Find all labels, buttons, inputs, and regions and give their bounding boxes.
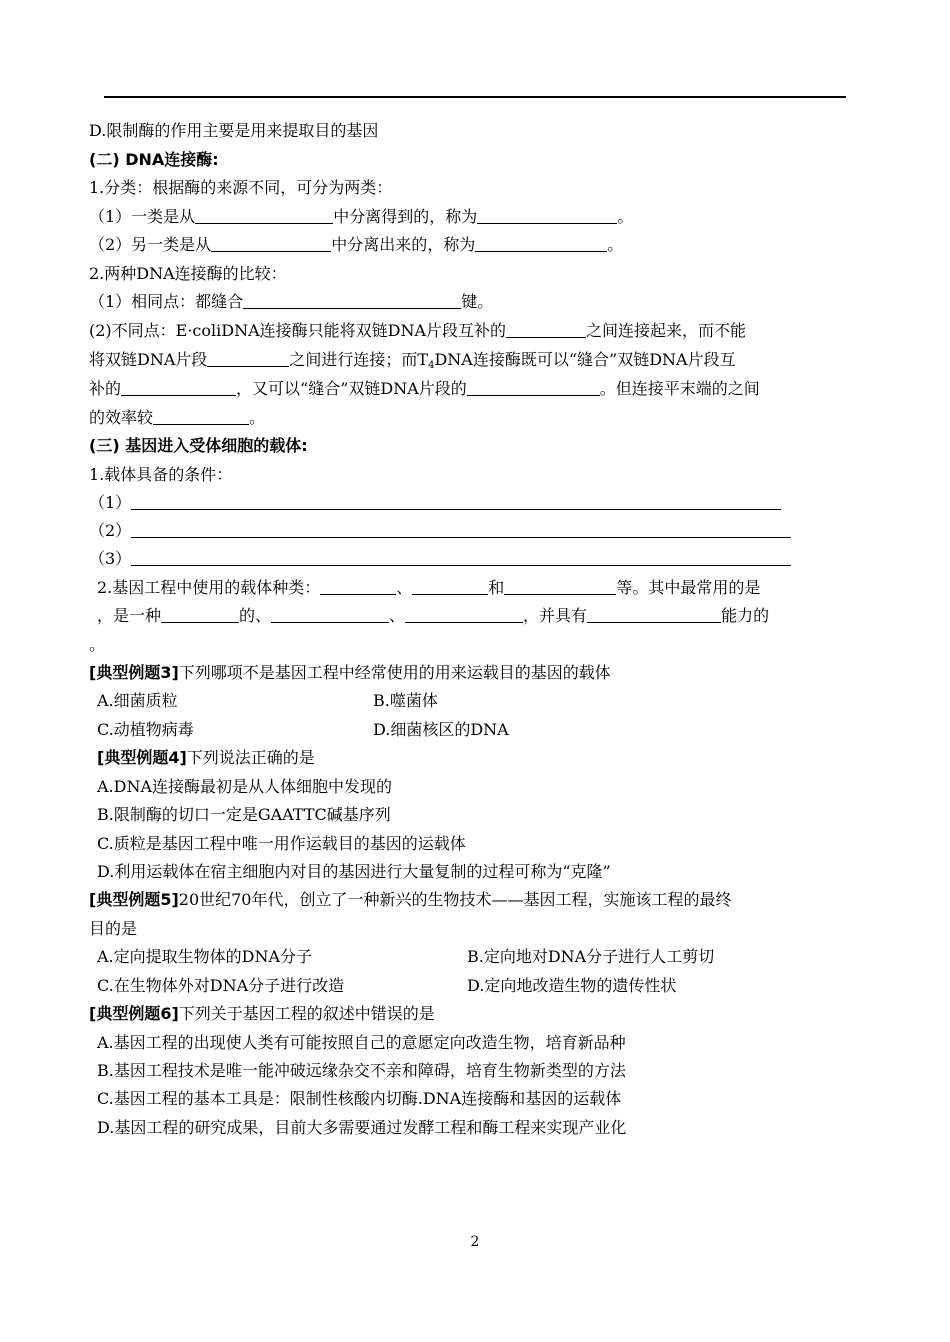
blank-condition-3[interactable]: [131, 550, 791, 566]
example-5-tag: [典型例题5]: [89, 890, 179, 909]
difference-text-2c: DNA连接酶既可以“缝合”双链DNA片段互: [434, 350, 736, 369]
blank-type-1[interactable]: [320, 579, 396, 595]
similarity-text-a: （1）相同点：都缝合: [89, 292, 244, 311]
difference-text-2b: 之间进行连接；而T: [289, 350, 429, 369]
class-2-text-c: 。: [607, 235, 624, 254]
difference-line-4: [89, 408, 265, 428]
blank-efficiency[interactable]: [153, 409, 249, 425]
section-3-title: (三) 基因进入受体细胞的载体:: [89, 436, 308, 455]
example-3-option-d[interactable]: D.细菌核区的DNA: [373, 720, 509, 739]
blank-type-2[interactable]: [412, 579, 488, 595]
condition-1-label: （1）: [89, 493, 132, 512]
blank-name-2[interactable]: [475, 236, 607, 252]
example-6-option-b[interactable]: B.基因工程技术是唯一能冲破远缘杂交不亲和障碍，培育生物新类型的方法: [97, 1061, 626, 1080]
example-4-option-c[interactable]: C.质粒是基因工程中唯一用作运载目的基因的运载体: [97, 834, 466, 853]
comparison-intro: 2.两种DNA连接酶的比较：: [89, 264, 287, 283]
example-4-text: 下列说法正确的是: [186, 748, 315, 767]
difference-text-4a: 的效率较: [89, 408, 154, 427]
condition-2-label: （2）: [89, 521, 132, 540]
section-2-title: (二) DNA连接酶:: [89, 150, 219, 169]
example-3-option-b[interactable]: B.噬菌体: [373, 691, 438, 710]
blank-complement[interactable]: [121, 380, 236, 396]
example-4-tag: [典型例题4]: [97, 748, 187, 767]
page-number: 2: [470, 1234, 480, 1250]
example-6-option-d[interactable]: D.基因工程的研究成果，目前大多需要通过发酵工程和酶工程来实现产业化: [97, 1118, 627, 1137]
difference-text-1b: 之间连接起来，而不能: [586, 321, 747, 340]
class-1-text-a: （1）一类是从: [89, 207, 196, 226]
vector-types-text-c: 等。其中最常用的是: [616, 578, 761, 597]
example-3-option-c[interactable]: C.动植物病毒: [97, 720, 194, 739]
blank-plasmid-form[interactable]: [161, 607, 239, 623]
blank-sticky-ends[interactable]: [506, 322, 586, 338]
blank-plasmid-prop-1[interactable]: [271, 607, 389, 623]
example-6-tag: [典型例题6]: [89, 1004, 179, 1023]
difference-text-3c: 。但连接平末端的之间: [599, 379, 760, 398]
vector-types-text-2c: 、: [389, 606, 406, 625]
blank-bond[interactable]: [243, 293, 461, 309]
example-6-option-c[interactable]: C.基因工程的基本工具是：限制性核酸内切酶.DNA连接酶和基因的运载体: [97, 1089, 622, 1108]
blank-plasmid-prop-2[interactable]: [405, 607, 523, 623]
vector-types-text-2d: ，并具有: [523, 606, 588, 625]
t4-subscript: 4: [428, 360, 435, 371]
example-5-question: [89, 890, 732, 910]
similarity-text-b: 键。: [461, 292, 494, 311]
vector-types-text-2e: 能力的: [721, 606, 770, 625]
example-5-option-c[interactable]: C.在生物体外对DNA分子进行改造: [97, 976, 345, 995]
difference-line-1: [89, 321, 746, 341]
difference-text-3a: 补的: [89, 379, 122, 398]
class-1-line: [89, 207, 633, 227]
vector-types-line-2: [97, 606, 769, 626]
example-5-option-a[interactable]: A.定向提取生物体的DNA分子: [97, 947, 313, 966]
condition-3-line: [89, 549, 791, 569]
blank-source-1[interactable]: [195, 208, 333, 224]
difference-text-3b: ，又可以“缝合”双链DNA片段的: [236, 379, 467, 398]
vector-conditions-intro: 1.载体具备的条件：: [89, 465, 233, 484]
example-5-option-d[interactable]: D.定向地改造生物的遗传性状: [467, 976, 677, 995]
option-d-restriction: D.限制酶的作用主要是用来提取目的基因: [89, 121, 379, 140]
example-3-text: 下列哪项不是基因工程中经常使用的用来运载目的基因的载体: [178, 663, 611, 682]
example-5-option-b[interactable]: B.定向地对DNA分子进行人工剪切: [467, 947, 715, 966]
blank-source-2[interactable]: [211, 236, 331, 252]
blank-blunt-ends[interactable]: [207, 351, 289, 367]
condition-3-label: （3）: [89, 549, 132, 568]
blank-blunt[interactable]: [467, 380, 600, 396]
class-2-text-a: （2）另一类是从: [89, 235, 212, 254]
header-divider: [104, 96, 846, 98]
example-6-text: 下列关于基因工程的叙述中错误的是: [178, 1004, 435, 1023]
blank-type-3[interactable]: [504, 579, 616, 595]
blank-plasmid-ability[interactable]: [587, 607, 721, 623]
class-1-text-c: 。: [617, 207, 634, 226]
vector-types-text-2a: ，是一种: [97, 606, 162, 625]
example-6-option-a[interactable]: A.基因工程的出现使人类有可能按照自己的意愿定向改造生物，培育新品种: [97, 1033, 626, 1052]
example-4-option-a[interactable]: A.DNA连接酶最初是从人体细胞中发现的: [97, 777, 393, 796]
example-3-tag: [典型例题3]: [89, 663, 179, 682]
example-5-question-cont: 目的是: [89, 919, 138, 938]
vector-types-text-a: 2.基因工程中使用的载体种类：: [97, 578, 321, 597]
vector-types-sep: 、: [396, 578, 413, 597]
vector-types-line-3: 。: [89, 635, 106, 654]
condition-1-line: [89, 493, 781, 513]
difference-text-1a: (2)不同点：E·coliDNA连接酶只能将双链DNA片段互补的: [89, 321, 507, 340]
blank-name-1[interactable]: [477, 208, 617, 224]
example-4-question: [97, 748, 315, 768]
class-2-text-b: 中分离出来的，称为: [331, 235, 476, 254]
classification-intro: 1.分类：根据酶的来源不同，可分为两类：: [89, 178, 393, 197]
blank-condition-2[interactable]: [131, 522, 791, 538]
difference-text-4b: 。: [249, 408, 266, 427]
vector-types-text-b: 和: [488, 578, 505, 597]
difference-line-2: [89, 350, 736, 376]
difference-text-2a: 将双链DNA片段: [89, 350, 208, 369]
class-1-text-b: 中分离得到的，称为: [333, 207, 478, 226]
vector-types-line-1: [97, 578, 760, 598]
example-5-text: 20世纪70年代，创立了一种新兴的生物技术——基因工程，实施该工程的最终: [178, 890, 732, 909]
blank-condition-1[interactable]: [131, 494, 781, 510]
example-3-question: [89, 663, 611, 683]
condition-2-line: [89, 521, 791, 541]
example-4-option-b[interactable]: B.限制酶的切口一定是GAATTC碱基序列: [97, 805, 391, 824]
vector-types-text-2b: 的、: [239, 606, 272, 625]
class-2-line: [89, 235, 623, 255]
example-4-option-d[interactable]: D.利用运载体在宿主细胞内对目的基因进行大量复制的过程可称为“克隆”: [97, 862, 611, 881]
similarity-line: [89, 292, 493, 312]
example-3-option-a[interactable]: A.细菌质粒: [97, 691, 178, 710]
example-6-question: [89, 1004, 435, 1024]
difference-line-3: [89, 379, 760, 399]
